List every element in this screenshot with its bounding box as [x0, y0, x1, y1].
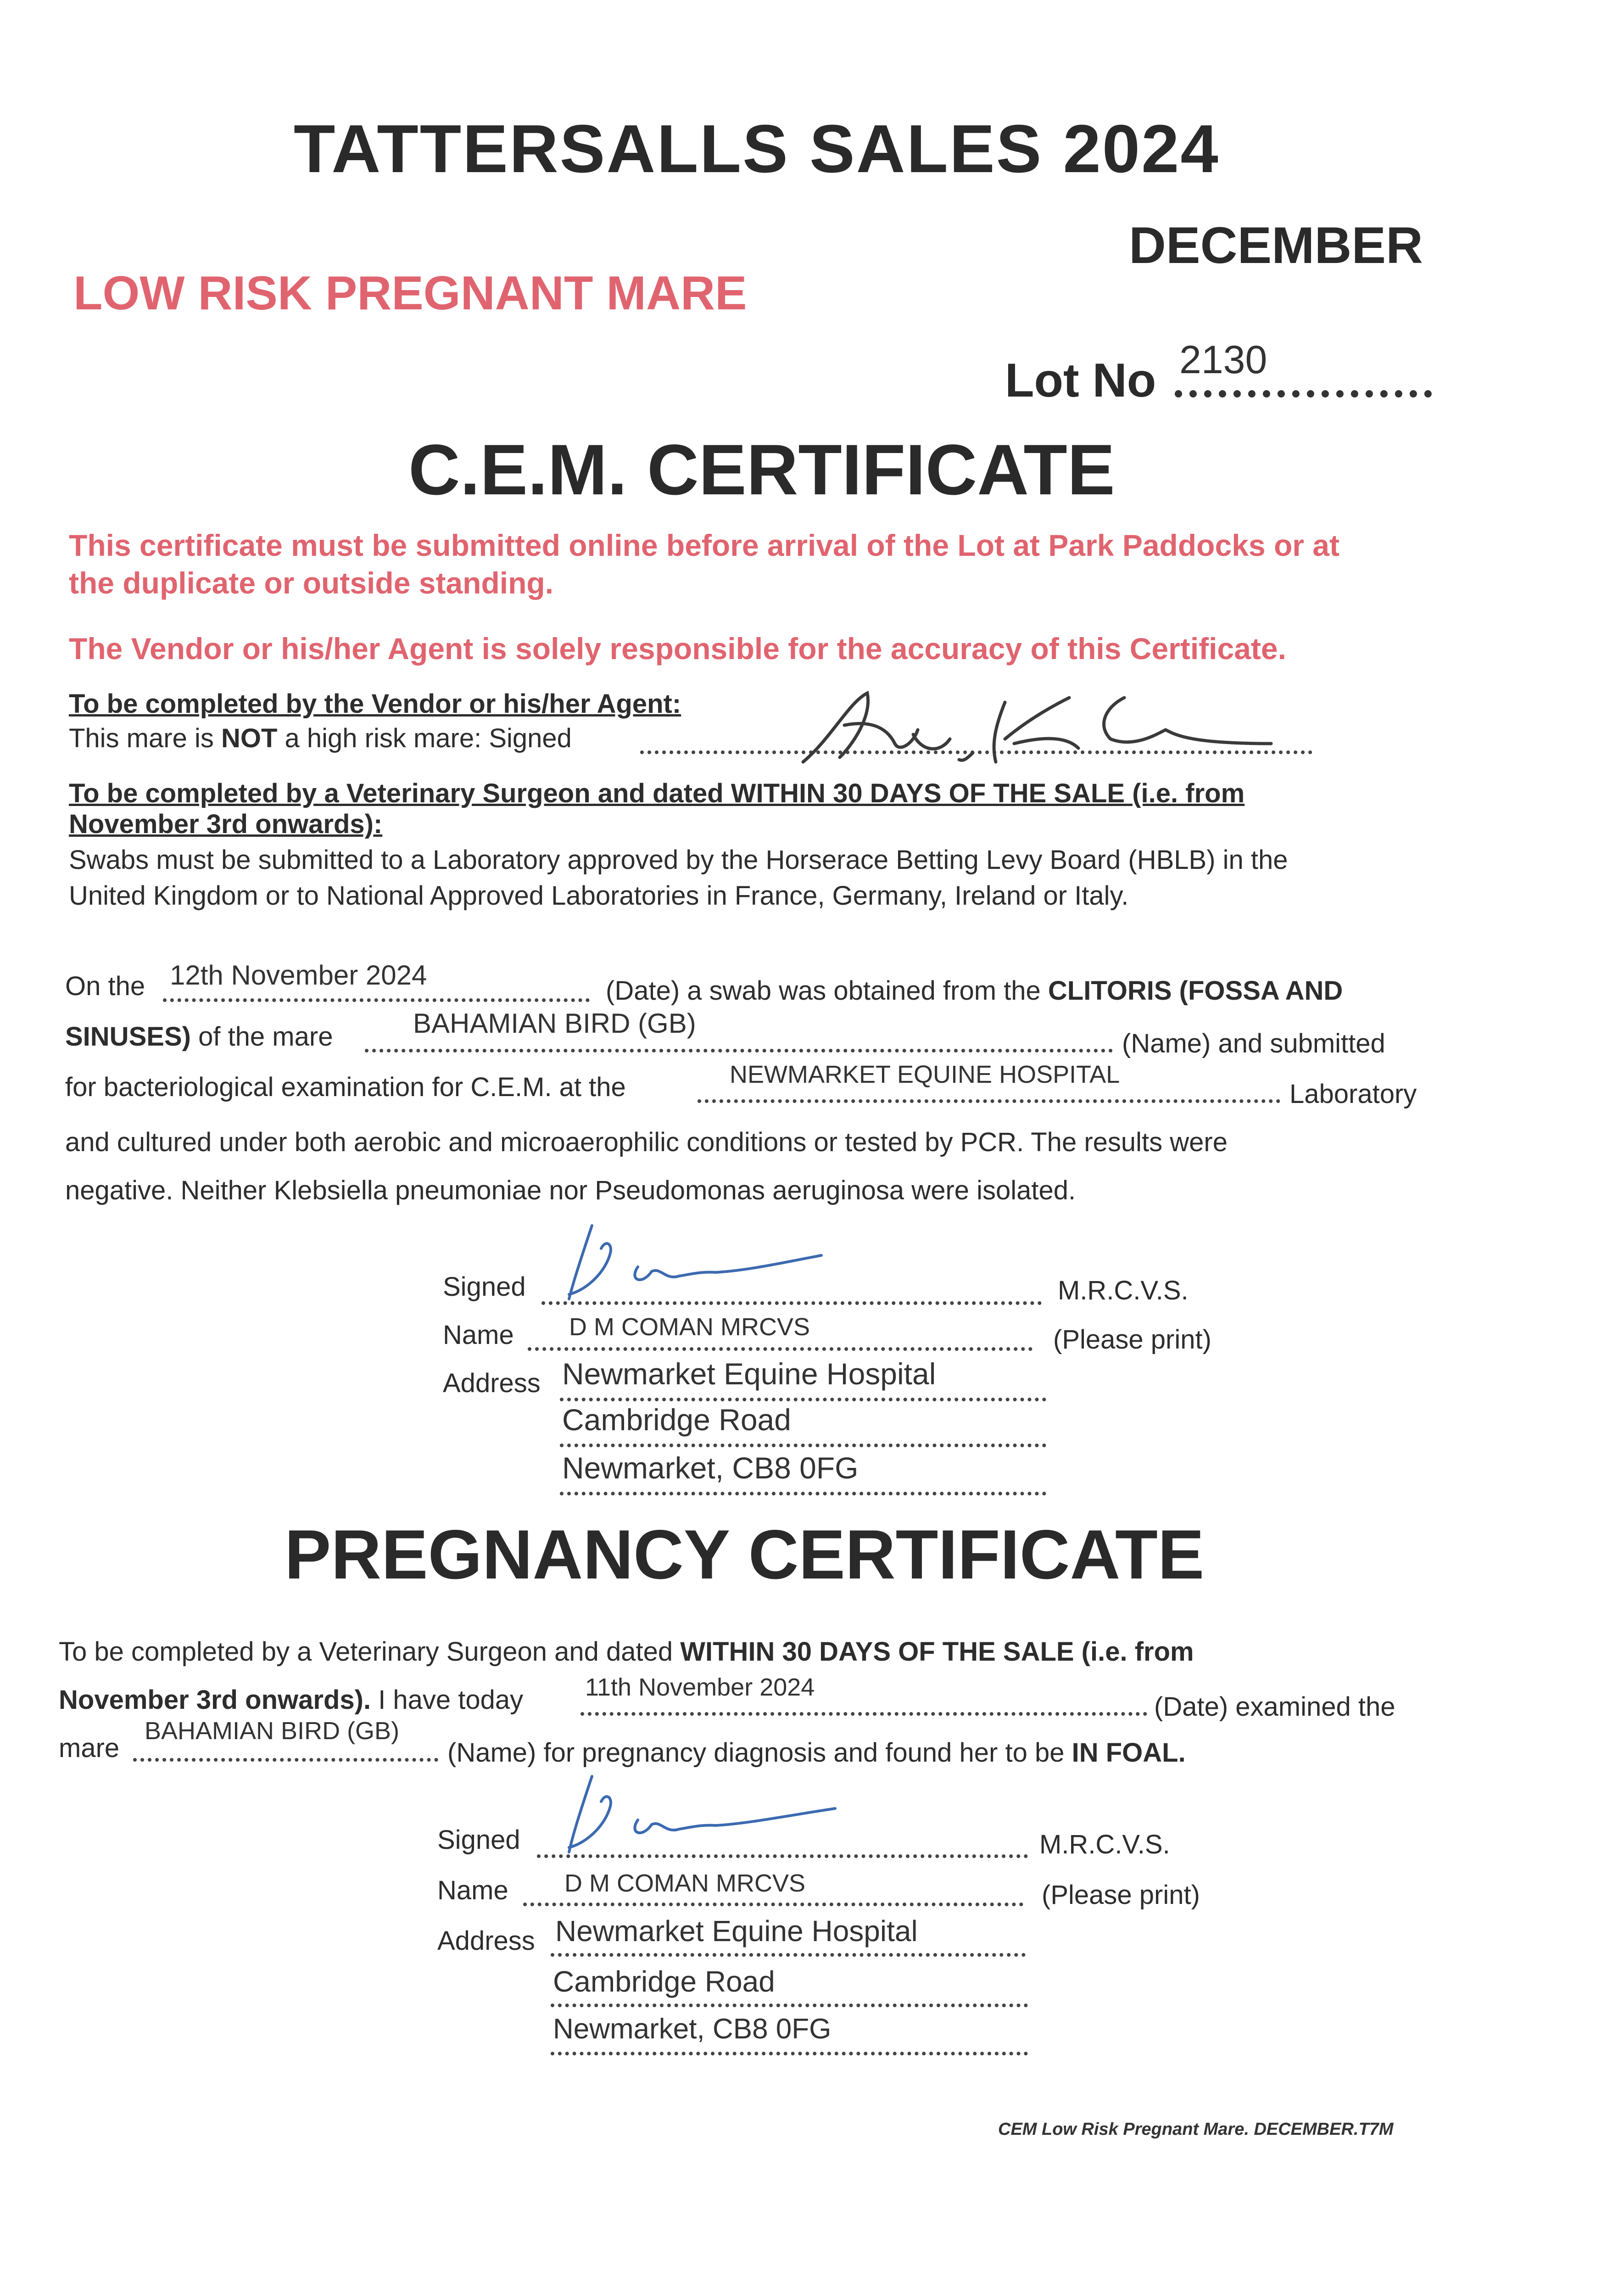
- preg-date-line: [580, 1707, 1147, 1716]
- swab-obtained-text: (Date) a swab was obtained from the: [606, 976, 1041, 1006]
- preg-line3-text: (Name) for pregnancy diagnosis and found her to be: [447, 1738, 1065, 1768]
- cem-vet-name-value: D M COMAN MRCVS: [569, 1313, 810, 1341]
- preg-vet-signature: [551, 1767, 854, 1861]
- bacteriological-exam-label: for bacteriological examination for C.E.M. at the: [65, 1072, 626, 1102]
- lot-number-value: 2130: [1179, 338, 1267, 382]
- swab-date-suffix: [606, 975, 1343, 1006]
- cem-please-print: (Please print): [1053, 1325, 1211, 1355]
- vet-section-heading-line2: November 3rd onwards):: [69, 809, 383, 839]
- preg-address-line1-rule: [551, 1948, 1026, 1957]
- preg-line1-bold: WITHIN 30 DAYS OF THE SALE (i.e. from: [680, 1637, 1194, 1667]
- in-foal-result: IN FOAL.: [1072, 1738, 1186, 1768]
- cem-address-label: Address: [443, 1368, 541, 1398]
- submission-notice-line1: This certificate must be submitted online before arrival of the Lot at Park Paddocks or at: [69, 528, 1339, 562]
- preg-signed-label: Signed: [437, 1825, 520, 1855]
- cem-name-line: [528, 1343, 1032, 1351]
- swabs-instruction-line1: Swabs must be submitted to a Laboratory approved by the Horserace Betting Levy Board (HBLB) in the: [69, 845, 1288, 875]
- swab-mare-line: [65, 1021, 333, 1052]
- preg-address-line3-rule: [551, 2047, 1028, 2055]
- sale-month: DECEMBER: [1129, 217, 1423, 274]
- swab-on-the-label: On the: [65, 971, 145, 1001]
- preg-line1: [59, 1636, 1194, 1667]
- negative-results-text: negative. Neither Klebsiella pneumoniae nor Pseudomonas aeruginosa were isolated.: [65, 1175, 1076, 1205]
- cem-address-line1: Newmarket Equine Hospital: [562, 1357, 936, 1391]
- vendor-declaration-pre: This mare is: [69, 723, 221, 753]
- preg-address-line3: Newmarket, CB8 0FG: [553, 2013, 832, 2045]
- cem-name-label: Name: [443, 1320, 514, 1350]
- cem-signed-label: Signed: [443, 1272, 526, 1302]
- cem-address-line3-rule: [560, 1487, 1046, 1495]
- preg-mare-name-line: [133, 1753, 438, 1762]
- cem-mare-name-value: BAHAMIAN BIRD (GB): [413, 1008, 696, 1039]
- cem-address-line1-rule: [560, 1393, 1046, 1401]
- laboratory-label: Laboratory: [1289, 1079, 1417, 1109]
- risk-category-label: LOW RISK PREGNANT MARE: [73, 267, 747, 320]
- vendor-declaration-post: a high risk mare: Signed: [277, 723, 572, 753]
- cem-mare-name-line: [365, 1044, 1113, 1052]
- form-code-footer: CEM Low Risk Pregnant Mare. DECEMBER.T7M: [998, 2120, 1394, 2139]
- preg-date-value: 11th November 2024: [585, 1674, 815, 1701]
- pregnancy-certificate-title: PREGNANCY CERTIFICATE: [285, 1516, 1205, 1594]
- cem-certificate-title: C.E.M. CERTIFICATE: [408, 430, 1115, 510]
- cem-mrcvs-suffix: M.R.C.V.S.: [1058, 1276, 1189, 1305]
- preg-address-label: Address: [437, 1926, 535, 1956]
- swab-date-value: 12th November 2024: [170, 960, 427, 991]
- vet-section-heading-line1: To be completed by a Veterinary Surgeon and dated WITHIN 30 DAYS OF THE SALE (i.e. from: [69, 778, 1245, 808]
- culture-conditions-text: and cultured under both aerobic and microaerophilic conditions or tested by PCR. The results were: [65, 1127, 1228, 1157]
- of-the-mare-label: of the mare: [198, 1022, 333, 1052]
- preg-mare-name-value: BAHAMIAN BIRD (GB): [145, 1717, 400, 1745]
- swab-site-bold-2: SINUSES): [65, 1022, 191, 1052]
- preg-name-label: Name: [437, 1875, 508, 1905]
- preg-line2: [59, 1685, 523, 1715]
- document-title: TATTERSALLS SALES 2024: [294, 111, 1220, 187]
- vendor-declaration-not: NOT: [221, 723, 278, 753]
- preg-line2-suffix: (Date) examined the: [1154, 1692, 1395, 1722]
- preg-line3: [447, 1737, 1186, 1768]
- preg-line1-text: To be completed by a Veterinary Surgeon and dated: [59, 1637, 673, 1667]
- vendor-signature: [776, 675, 1280, 783]
- swabs-instruction-line2: United Kingdom or to National Approved Laboratories in France, Germany, Ireland or Italy.: [69, 881, 1129, 911]
- name-and-submitted-label: (Name) and submitted: [1122, 1029, 1385, 1058]
- preg-address-line2-rule: [551, 1999, 1028, 2007]
- swab-date-line: [163, 994, 590, 1002]
- swab-site-bold-1: CLITORIS (FOSSA AND: [1048, 976, 1343, 1006]
- cem-address-line3: Newmarket, CB8 0FG: [562, 1451, 859, 1485]
- preg-mare-label: mare: [59, 1733, 120, 1763]
- cem-address-line2-rule: [560, 1439, 1046, 1447]
- preg-mrcvs-suffix: M.R.C.V.S.: [1039, 1830, 1170, 1859]
- vendor-responsibility-notice: The Vendor or his/her Agent is solely responsible for the accuracy of this Certificate.: [69, 632, 1286, 666]
- preg-name-line: [523, 1898, 1023, 1906]
- cem-vet-signature: [555, 1216, 840, 1310]
- preg-line2-text: I have today: [378, 1685, 524, 1715]
- preg-address-line2: Cambridge Road: [553, 1965, 775, 1998]
- preg-please-print: (Please print): [1042, 1880, 1200, 1910]
- vendor-declaration: [69, 723, 572, 754]
- lot-number-label: Lot No: [1005, 354, 1156, 407]
- preg-line2-bold: November 3rd onwards).: [59, 1685, 371, 1715]
- preg-address-line1: Newmarket Equine Hospital: [555, 1914, 918, 1948]
- laboratory-name-line: [698, 1095, 1280, 1103]
- cem-address-line2: Cambridge Road: [562, 1403, 791, 1437]
- submission-notice-line2: the duplicate or outside standing.: [69, 566, 554, 600]
- preg-vet-name-value: D M COMAN MRCVS: [564, 1870, 805, 1897]
- vendor-section-heading: To be completed by the Vendor or his/her Agent:: [69, 689, 681, 719]
- laboratory-name-value: NEWMARKET EQUINE HOSPITAL: [730, 1061, 1120, 1088]
